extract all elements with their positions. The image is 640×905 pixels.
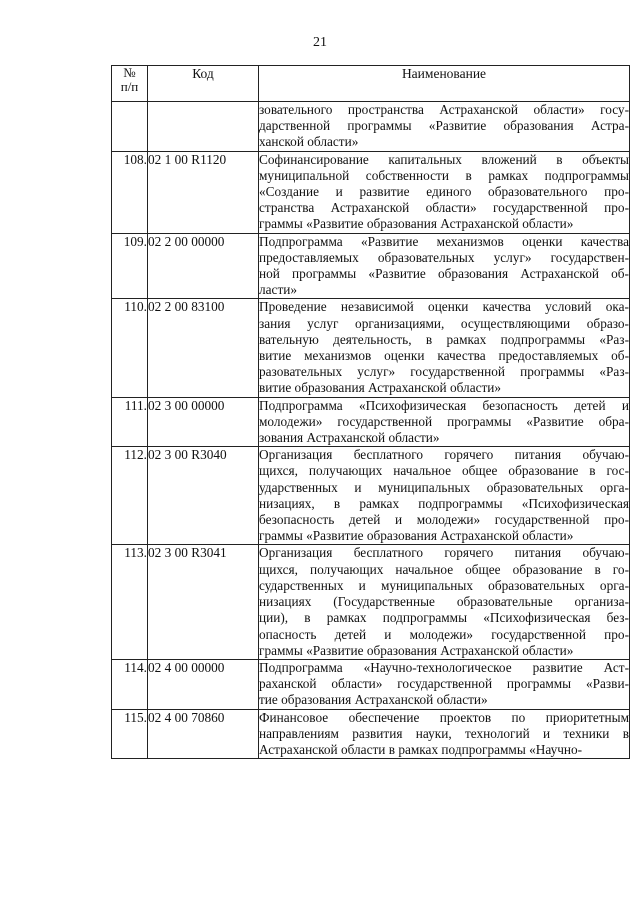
row-number: 112. — [112, 447, 148, 545]
header-number-symbol: № — [123, 65, 136, 80]
row-name — [259, 545, 630, 659]
header-code: Код — [148, 66, 259, 102]
row-name-line: Организация бесплатного горячего питания обучаю- — [259, 447, 629, 463]
row-name — [259, 233, 630, 299]
row-name-line: предоставляемых образовательных услуг» государствен- — [259, 249, 629, 265]
row-number: 113. — [112, 545, 148, 659]
row-code: 02 4 00 00000 — [148, 659, 259, 709]
row-name-line: раханской области» государственной программы «Разви- — [259, 676, 629, 692]
row-name-line: тие образования Астраханской области» — [259, 692, 488, 708]
row-name-line: безопасность детей и молодежи» государственной про- — [259, 512, 629, 528]
row-name-line: ударственных и муниципальных образовательных орга- — [259, 479, 629, 495]
table-row — [112, 447, 630, 545]
table-row — [112, 709, 630, 759]
row-code: 02 4 00 70860 — [148, 709, 259, 759]
page-number: 21 — [313, 35, 327, 50]
row-code: 02 1 00 R1120 — [148, 151, 259, 233]
table-row — [112, 659, 630, 709]
row-name-line: зания услуг организациями, осуществляющими образо- — [259, 315, 629, 331]
row-name-line: зования Астраханской области» — [259, 430, 440, 446]
row-number: 111. — [112, 397, 148, 447]
row-name — [259, 299, 630, 397]
row-name-line: опасность детей и молодежи» государственной про- — [259, 626, 629, 642]
row-code — [148, 102, 259, 152]
row-number — [112, 102, 148, 152]
table-row — [112, 397, 630, 447]
header-number-abbr: п/п — [120, 79, 139, 94]
row-name-line: Астраханской области в рамках подпрограммы «Научно- — [259, 741, 583, 757]
row-name-line: Финансовое обеспечение проектов по приоритетным — [259, 709, 629, 725]
row-name-line: «Создание и развитие единого образовательного про- — [259, 184, 629, 200]
row-name — [259, 102, 630, 152]
row-name-line: щихся, получающих начальное общее образование в го- — [259, 561, 629, 577]
row-number: 115. — [112, 709, 148, 759]
table-header-row — [112, 66, 630, 102]
row-number: 108. — [112, 151, 148, 233]
row-code: 02 3 00 R3040 — [148, 447, 259, 545]
row-name-line: направлениям развития науки, технологий и техники в — [259, 725, 629, 741]
row-name-line: витие механизмов оценки качества предоставляемых об- — [259, 348, 629, 364]
row-name-line: Подпрограмма «Развитие механизмов оценки качества — [259, 233, 629, 249]
row-name — [259, 709, 630, 759]
row-name-line: Софинансирование капитальных вложений в объекты — [259, 151, 629, 167]
row-name-line: вательную деятельность, в рамках подпрограммы «Раз- — [259, 331, 629, 347]
table-row — [112, 151, 630, 233]
table-row — [112, 545, 630, 659]
row-name-line: граммы «Развитие образования Астраханской области» — [259, 528, 574, 544]
header-number — [112, 66, 148, 102]
row-number: 109. — [112, 233, 148, 299]
row-name — [259, 447, 630, 545]
row-code: 02 3 00 R3041 — [148, 545, 259, 659]
row-name-line: ласти» — [259, 282, 298, 298]
row-name-line: низациях (Государственные образовательные организа- — [259, 594, 629, 610]
row-name — [259, 659, 630, 709]
row-name — [259, 397, 630, 447]
row-name-line: дарственной программы «Развитие образования Астра- — [259, 118, 629, 134]
row-name-line: низациях, в рамках подпрограммы «Психофизическая — [259, 495, 629, 511]
row-number: 110. — [112, 299, 148, 397]
row-code: 02 2 00 83100 — [148, 299, 259, 397]
row-code: 02 3 00 00000 — [148, 397, 259, 447]
row-name — [259, 151, 630, 233]
table-row — [112, 299, 630, 397]
row-name-line: Проведение независимой оценки качества условий ока- — [259, 299, 629, 315]
row-name-line: муниципальной собственности в рамках подпрограммы — [259, 167, 629, 183]
row-name-line: ханской области» — [259, 134, 359, 150]
row-name-line: Подпрограмма «Научно-технологическое развитие Аст- — [259, 659, 629, 675]
table-row — [112, 233, 630, 299]
row-number: 114. — [112, 659, 148, 709]
row-name-line: Организация бесплатного горячего питания обучаю- — [259, 545, 629, 561]
row-code: 02 2 00 00000 — [148, 233, 259, 299]
row-name-line: разовательных услуг» государственной программы «Раз- — [259, 364, 629, 380]
row-name-line: Подпрограмма «Психофизическая безопасность детей и — [259, 397, 629, 413]
row-name-line: щихся, получающих начальное общее образование в гос- — [259, 463, 629, 479]
row-name-line: ции), в рамках подпрограммы «Психофизическая без- — [259, 610, 629, 626]
row-name-line: граммы «Развитие образования Астраханской области» — [259, 642, 574, 658]
table-row — [112, 102, 630, 152]
row-name-line: граммы «Развитие образования Астраханской области» — [259, 216, 574, 232]
budget-classification-table — [111, 65, 630, 759]
row-name-line: молодежи» государственной программы «Развитие обра- — [259, 413, 629, 429]
row-name-line: витие образования Астраханской области» — [259, 380, 502, 396]
row-name-line: зовательного пространства Астраханской области» госу- — [259, 102, 629, 117]
header-name: Наименование — [259, 66, 630, 102]
row-name-line: странства Астраханской области» государственной про- — [259, 200, 629, 216]
row-name-line: ной программы «Развитие образования Астраханской об- — [259, 266, 629, 282]
row-name-line: сударственных и муниципальных образовательных орга- — [259, 577, 629, 593]
